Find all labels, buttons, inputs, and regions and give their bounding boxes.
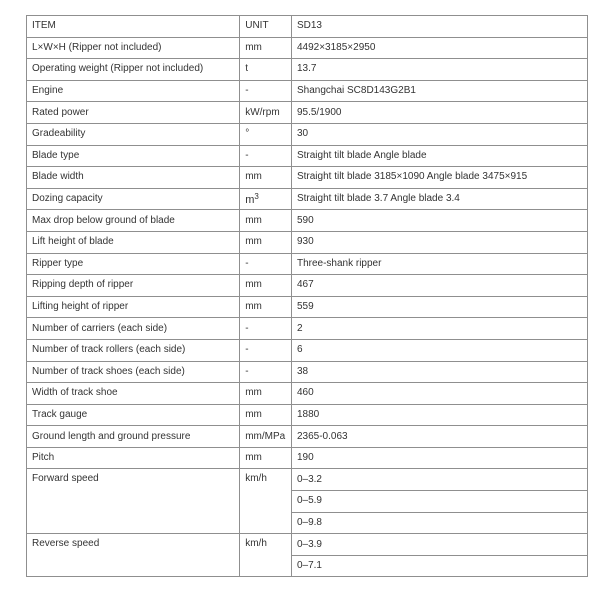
row-value: 930 [291,231,587,253]
row-unit: mm [240,210,292,232]
row-unit: - [240,253,292,275]
header-item: ITEM [27,16,240,38]
row-value: 467 [291,275,587,297]
row-unit: mm [240,37,292,59]
row-item: Operating weight (Ripper not included) [27,59,240,81]
table-row [27,296,588,318]
row-unit: - [240,318,292,340]
row-value: 13.7 [291,59,587,81]
row-item: Pitch [27,447,240,469]
table-row [27,318,588,340]
unit-cubic-meter: $m^3$ [245,192,259,207]
row-value: 190 [291,447,587,469]
row-item: Dozing capacity [27,188,240,210]
row-item: Number of track rollers (each side) [27,339,240,361]
row-item: Ground length and ground pressure [27,426,240,448]
row-item: Ripping depth of ripper [27,275,240,297]
row-item: Track gauge [27,404,240,426]
table-row [27,361,588,383]
row-value: 2 [291,318,587,340]
forward-speed-value: 0–3.2 [291,469,587,491]
row-item: Blade type [27,145,240,167]
row-item: Gradeability [27,123,240,145]
table-row [27,167,588,189]
forward-speed-unit: km/h [240,469,292,534]
row-item: Ripper type [27,253,240,275]
row-value: 30 [291,123,587,145]
row-value: Straight tilt blade 3.7 Angle blade 3.4 [291,188,587,210]
row-item: Number of carriers (each side) [27,318,240,340]
forward-speed-value: 0–9.8 [291,512,587,534]
row-value: 6 [291,339,587,361]
table-row-forward-speed [27,469,588,491]
row-item: Lift height of blade [27,231,240,253]
reverse-speed-value: 0–7.1 [291,555,587,577]
table-row [27,275,588,297]
row-item: Width of track shoe [27,383,240,405]
row-unit: mm [240,167,292,189]
row-item: Lifting height of ripper [27,296,240,318]
row-item: Max drop below ground of blade [27,210,240,232]
row-item: Blade width [27,167,240,189]
row-value: Straight tilt blade Angle blade [291,145,587,167]
row-value: Straight tilt blade 3185×1090 Angle blade 3475×915 [291,167,587,189]
table-row [27,383,588,405]
row-unit: - [240,80,292,102]
row-value: Three-shank ripper [291,253,587,275]
reverse-speed-label: Reverse speed [27,534,240,577]
reverse-speed-value: 0–3.9 [291,534,587,556]
row-unit: mm [240,404,292,426]
reverse-speed-unit: km/h [240,534,292,577]
row-unit: ° [240,123,292,145]
table-row [27,145,588,167]
row-value: 590 [291,210,587,232]
row-value: 1880 [291,404,587,426]
row-value: Shangchai SC8D143G2B1 [291,80,587,102]
table-row [27,80,588,102]
table-row [27,404,588,426]
row-unit: t [240,59,292,81]
row-unit [240,188,292,210]
row-value: 460 [291,383,587,405]
row-unit: mm [240,383,292,405]
row-item: L×W×H (Ripper not included) [27,37,240,59]
row-value: 38 [291,361,587,383]
row-unit: mm/MPa [240,426,292,448]
row-value: 4492×3185×2950 [291,37,587,59]
row-unit: mm [240,231,292,253]
table-row [27,210,588,232]
table-row [27,37,588,59]
header-model: SD13 [291,16,587,38]
row-unit: mm [240,447,292,469]
table-row [27,102,588,124]
table-row [27,339,588,361]
header-unit: UNIT [240,16,292,38]
row-unit: - [240,361,292,383]
table-row [27,231,588,253]
table-row [27,188,588,210]
row-value: 2365-0.063 [291,426,587,448]
table-row-reverse-speed [27,534,588,556]
row-item: Engine [27,80,240,102]
forward-speed-value: 0–5.9 [291,491,587,513]
table-row [27,123,588,145]
table-row [27,253,588,275]
spec-table [26,15,588,577]
row-unit: mm [240,296,292,318]
row-item: Rated power [27,102,240,124]
row-unit: - [240,145,292,167]
forward-speed-label: Forward speed [27,469,240,534]
header-row [27,16,588,38]
row-unit: mm [240,275,292,297]
row-value: 95.5/1900 [291,102,587,124]
table-row [27,447,588,469]
table-row [27,426,588,448]
row-value: 559 [291,296,587,318]
table-row [27,59,588,81]
row-unit: kW/rpm [240,102,292,124]
row-unit: - [240,339,292,361]
row-item: Number of track shoes (each side) [27,361,240,383]
